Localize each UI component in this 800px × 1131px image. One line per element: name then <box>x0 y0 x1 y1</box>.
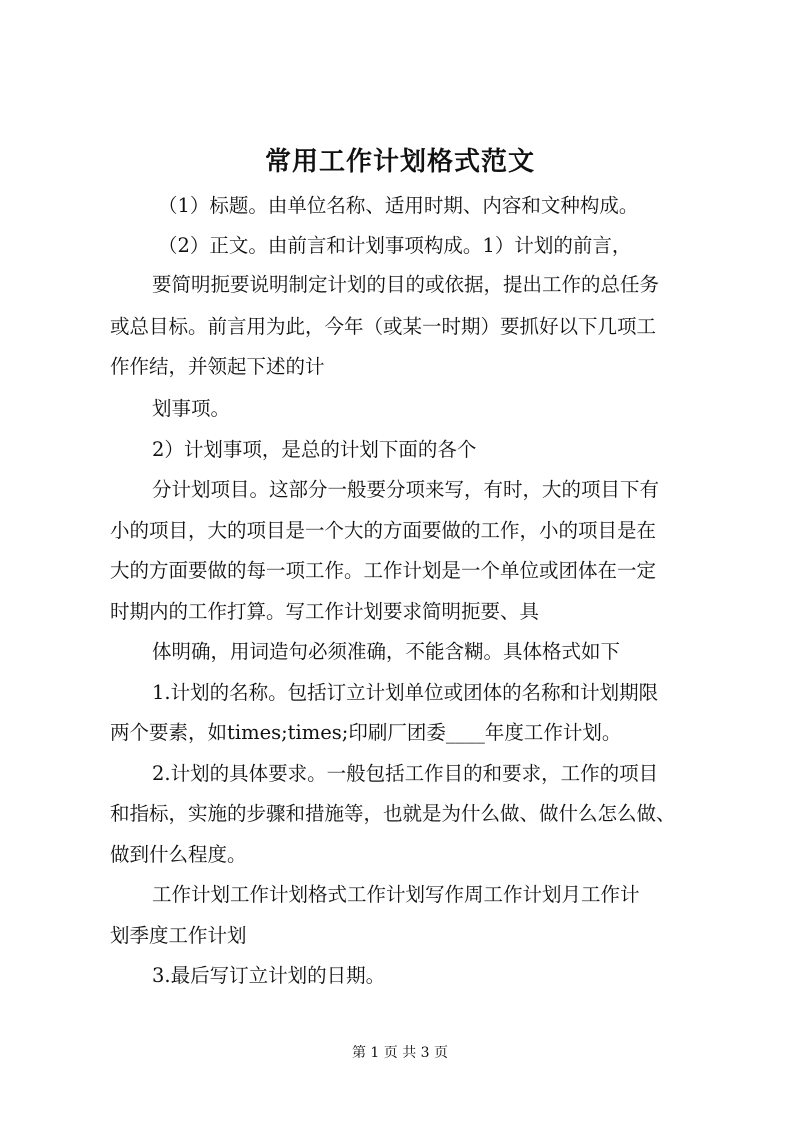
paragraph-line: 或总目标。前言用为此，今年（或某一时期）要抓好以下几项工 <box>110 315 657 338</box>
paragraph-line: 作作结，并领起下述的计 <box>110 355 325 378</box>
paragraph-line: 和指标，实施的步骤和措施等，也就是为什么做、做什么怎么做、 <box>110 802 676 825</box>
paragraph-line: 大的方面要做的每一项工作。工作计划是一个单位或团体在一定 <box>110 559 657 582</box>
paragraph-line: 工作计划工作计划格式工作计划写作周工作计划月工作计 <box>152 883 640 906</box>
paragraph-line: （2）正文。由前言和计划事项构成。1）计划的前言， <box>158 234 632 257</box>
paragraph-line: 1.计划的名称。包括订立计划单位或团体的名称和计划期限 <box>152 681 659 704</box>
paragraph-line: 划季度工作计划 <box>110 924 247 947</box>
document-title: 常用工作计划格式范文 <box>264 147 535 177</box>
paragraph-line: 做到什么程度。 <box>110 843 247 866</box>
paragraph-line: （1）标题。由单位名称、适用时期、内容和文种构成。 <box>158 194 639 217</box>
paragraph-line: 两个要素，如times;times;印刷厂团委____年度工作计划。 <box>110 721 622 744</box>
paragraph-line: 分计划项目。这部分一般要分项来写，有时，大的项目下有 <box>152 478 660 501</box>
paragraph-line: 划事项。 <box>152 397 231 420</box>
paragraph-line: 时期内的工作打算。写工作计划要求简明扼要、具 <box>110 600 540 623</box>
paragraph-line: 小的项目，大的项目是一个大的方面要做的工作，小的项目是在 <box>110 519 657 542</box>
paragraph-line: 要简明扼要说明制定计划的目的或依据，提出工作的总任务 <box>152 273 660 296</box>
paragraph-line: 2）计划事项，是总的计划下面的各个 <box>152 438 477 461</box>
page-number-footer: 第 1 页 共 3 页 <box>351 1045 449 1061</box>
paragraph-line: 2.计划的具体要求。一般包括工作目的和要求，工作的项目 <box>152 762 659 785</box>
paragraph-line: 3.最后写订立计划的日期。 <box>152 964 386 987</box>
paragraph-line: 体明确，用词造句必须准确，不能含糊。具体格式如下 <box>152 640 621 663</box>
